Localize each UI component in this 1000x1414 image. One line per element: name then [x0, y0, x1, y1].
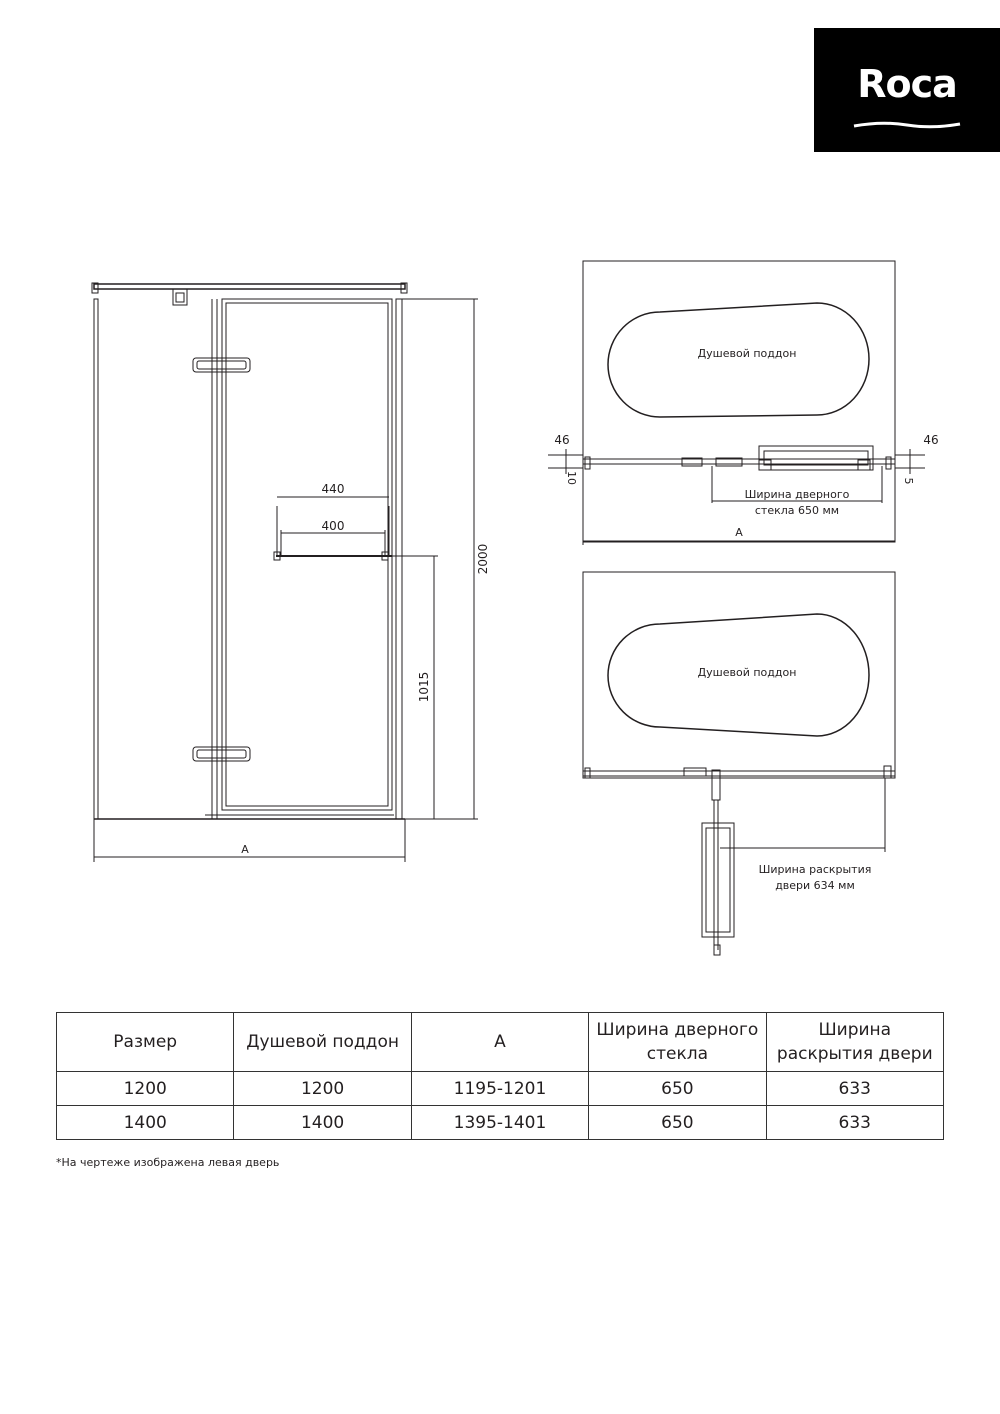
- table-cell: 1195-1201: [411, 1072, 588, 1106]
- header-opening-width: Ширина раскрытия двери: [766, 1013, 943, 1072]
- right-offset-label: 46: [923, 433, 939, 447]
- table-cell: 633: [766, 1072, 943, 1106]
- table-cell: 1400: [57, 1106, 234, 1140]
- header-a: A: [411, 1013, 588, 1072]
- height-dimension-label: 2000: [476, 543, 490, 575]
- tray-label-open: Душевой поддон: [697, 666, 797, 679]
- right-small-label: 5: [902, 477, 915, 485]
- spec-table: [56, 1012, 944, 1140]
- table-cell: 650: [589, 1072, 766, 1106]
- front-width-label: A: [241, 843, 249, 856]
- plan-open-shape: [583, 572, 895, 955]
- table-cell: 1200: [234, 1072, 411, 1106]
- opening-label-line2: двери 634 мм: [775, 879, 855, 892]
- table-cell: 633: [766, 1106, 943, 1140]
- table-cell: 1400: [234, 1106, 411, 1140]
- plan-width-label: A: [735, 526, 743, 539]
- table-cell: 1200: [57, 1072, 234, 1106]
- table-cell: 1395-1401: [411, 1106, 588, 1140]
- door-glass-label-line1: Ширина дверного: [744, 488, 850, 501]
- left-offset-label: 46: [554, 433, 570, 447]
- door-glass-label-line2: стекла 650 мм: [754, 504, 840, 517]
- table-header-row: [57, 1013, 944, 1072]
- header-size: Размер: [57, 1013, 234, 1072]
- towel-bar-inner-label: 400: [321, 519, 345, 533]
- left-small-label: 10: [565, 471, 578, 485]
- table-row: [57, 1072, 944, 1106]
- opening-label-line1: Ширина раскрытия: [758, 863, 872, 876]
- table-row: [57, 1106, 944, 1140]
- towel-bar-outer-label: 440: [321, 482, 345, 496]
- header-tray: Душевой поддон: [234, 1013, 411, 1072]
- header-glass-width: Ширина дверного стекла: [589, 1013, 766, 1072]
- table-cell: 650: [589, 1106, 766, 1140]
- front-view-shape: [92, 283, 478, 862]
- footnote: *На чертеже изображена левая дверь: [56, 1156, 280, 1169]
- plan-closed-shape: [548, 261, 925, 545]
- handle-height-label: 1015: [417, 671, 431, 703]
- tray-label: Душевой поддон: [697, 347, 797, 360]
- logo-text: Roca: [857, 62, 957, 106]
